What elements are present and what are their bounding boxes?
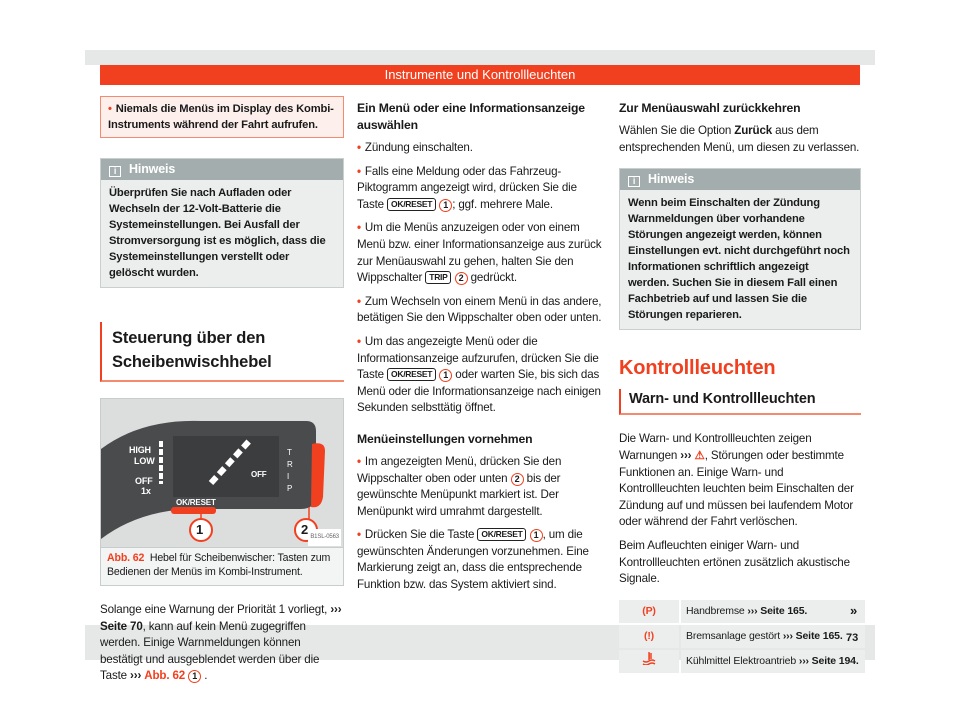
text: aus dem entsprechenden Menü, um diesen zu verlassen. [619, 124, 860, 154]
note-title: Hinweis [129, 162, 176, 176]
table-cell [681, 625, 865, 648]
label-okreset: OK/RESET [176, 498, 216, 507]
text: gedrückt. [470, 271, 517, 285]
text: ; ggf. mehrere Male. [452, 197, 553, 211]
text: Um das angezeigte Menü oder die Informationsanzeige aufzurufen, drücken Sie die Taste [357, 334, 599, 382]
ok-reset-key: OK/RESET [477, 528, 526, 541]
text: Zündung einschalten. [364, 141, 473, 154]
page-reference-link[interactable]: ››› Seite 70 [100, 603, 342, 633]
bullet: • Zum Wechseln von einem Menü in das andere, betätigen Sie den Wippschalter oben oder unten. [357, 294, 602, 325]
text: Die Warn- und Kontrollleuchten zeigen Warnungen [619, 432, 812, 462]
paragraph [619, 123, 861, 156]
column-3 [619, 98, 861, 675]
text: , Störungen oder bestimmte Funktionen an. Einige Warn- und Kontrollleuchten leuchten beim Einschalten der Zündung auf und müssen bei laufendem Motor oder während der Fahrt verlöschen. [619, 448, 854, 529]
label-off: OFF [135, 476, 153, 486]
ref-arrow: ››› [130, 669, 142, 683]
text: Zum Wechseln von einem Menü in das andere, betätigen Sie den Wippschalter oben oder unten. [357, 294, 602, 325]
section-title: Warn- und Kontrollleuchten [619, 389, 861, 416]
text: oder warten Sie, bis sich das Menü oder die Informationsanzeige nach einigen Sekunden selbsttätig öffnet. [357, 368, 601, 415]
table-row [619, 625, 865, 648]
bullet: • Drücken Sie die Taste OK/RESET 1 , um die gewünschten Änderungen vorzunehmen. Eine Markierung zeigt an, dass die entsprechende Funktion bzw. das System aktiviert sind. [357, 528, 589, 592]
text: bis der gewünschte Menüpunkt markiert ist. Der Menüpunkt wird umrahmt dargestellt. [357, 471, 561, 518]
callout-number: 2 [455, 272, 468, 285]
text: Handbremse [686, 604, 745, 617]
text: Falls eine Meldung oder das Fahrzeug-Piktogramm angezeigt wird, drücken Sie die Taste [357, 164, 577, 211]
label-1x: 1x [141, 486, 151, 496]
info-icon: i [628, 176, 640, 187]
continue-marker: » [850, 603, 858, 618]
figure-label: Abb. 62 [107, 552, 145, 564]
figure-reference-link[interactable]: Abb. 62 [144, 669, 186, 683]
brake-warning-icon: (!) [619, 625, 679, 648]
callout-number: 1 [439, 199, 452, 212]
label-high: HIGH [129, 445, 151, 455]
text: Im angezeigten Menü, drücken Sie den Wippschalter oben oder unten [357, 454, 562, 485]
callout-number: 1 [530, 529, 543, 542]
label-off-2: OFF [251, 470, 267, 479]
callout-number: 1 [188, 670, 201, 683]
warning-triangle-icon: ⚠ [694, 448, 705, 462]
bullet: • Zündung einschalten. [357, 141, 473, 154]
table-row [619, 600, 865, 623]
text: Solange eine Warnung der Priorität 1 vorliegt, [100, 603, 328, 616]
label-low: LOW [134, 456, 155, 466]
indicator-table [617, 598, 867, 675]
warning-reference-link[interactable]: ››› [680, 448, 692, 462]
text: , kann auf kein Menü zugegriffen werden. Einige Warnmeldungen können bestätigt und ausgeblendet werden über die Taste [100, 619, 320, 683]
note-box [100, 158, 344, 288]
text: Drücken Sie die Taste [364, 528, 475, 542]
parking-brake-icon: (P) [619, 600, 679, 623]
table-cell [681, 600, 865, 623]
page-reference-link[interactable]: ››› Seite 194. [798, 654, 859, 667]
subheading-menu-settings: Menüeinstellungen vornehmen [357, 431, 533, 446]
subheading-return: Zur Menüauswahl zurückkehren [619, 101, 801, 115]
bullet: • Um die Menüs anzuzeigen oder von einem Menü bzw. einer Informationsanzeige aus zurück zur Menüauswahl zu gehen, halten Sie den Wippschalter TRIP 2 gedrückt. [357, 221, 602, 285]
note-title: Hinweis [648, 172, 695, 187]
text: Um die Menüs anzuzeigen oder von einem Menü bzw. einer Informationsanzeige aus zurück zur Menüauswahl zu gehen, halten Sie den Wippschalter [357, 221, 602, 285]
label-trip: TRIP [287, 448, 293, 493]
wiper-lever-illustration [101, 399, 343, 548]
note-text: Wenn beim Einschalten der Zündung Warnmeldungen über vorhandene Störungen angezeigt werden, können Einstellungen evt. nicht durchgeführt noch Informationen schriftlich angezeigt werden. Suchen Sie in diesem Fall einen Fachbetrieb auf und lassen Sie die Störungen reparieren. [628, 197, 850, 322]
callout-1: 1 [196, 522, 204, 537]
paragraph [619, 431, 861, 531]
note-text: Überprüfen Sie nach Aufladen oder Wechseln der 12-Volt-Batterie die Systemeinstellungen. Bei Ausfall der Stromversorgung ist es möglich, dass die Systemeinstellungen verstellt oder gelöscht wurden. [109, 187, 326, 279]
bullet: • Um das angezeigte Menü oder die Informationsanzeige aufzurufen, drücken Sie die Taste OK/RESET 1 oder warten Sie, bis sich das Menü oder die Informationsanzeige nach einigen Sekunden selbsttätig öffnet. [357, 334, 601, 415]
figure [100, 398, 344, 586]
chapter-header: Instrumente und Kontrollleuchten [100, 65, 860, 85]
column-2 [357, 98, 605, 601]
coolant-icon [619, 650, 679, 673]
page-reference-link[interactable]: ››› Seite 165. [782, 629, 843, 642]
table-row [619, 650, 865, 673]
note-box [619, 168, 861, 330]
column-1 [100, 96, 344, 692]
paragraph: Beim Aufleuchten einiger Warn- und Kontrollleuchten ertönen zusätzlich akustische Signale. [619, 538, 850, 586]
text: Bremsanlage gestört [686, 629, 781, 642]
section-title: Steuerung über den Scheibenwischhebel [100, 322, 344, 382]
text: . [204, 669, 208, 683]
page-reference-link[interactable]: ››› Seite 165. [747, 604, 808, 617]
text: , um die gewünschten Änderungen vorzunehmen. Eine Markierung zeigt an, dass die entsprechende Funktion bzw. das System aktiviert sind. [357, 528, 589, 592]
option-zurueck: Zurück [734, 124, 773, 137]
ok-reset-key: OK/RESET [387, 368, 436, 381]
info-icon: i [109, 166, 121, 177]
warning-text: Niemals die Menüs im Display des Kombi-Instruments während der Fahrt aufrufen. [108, 103, 334, 131]
page-number: 73 [846, 632, 859, 644]
text: Wählen Sie die Option [619, 124, 732, 137]
warning-box: • Niemals die Menüs im Display des Kombi-Instruments während der Fahrt aufrufen. [100, 96, 344, 138]
callout-2: 2 [301, 522, 309, 537]
ok-reset-key: OK/RESET [387, 198, 436, 211]
callout-number: 2 [511, 473, 524, 486]
bullet: • Im angezeigten Menü, drücken Sie den Wippschalter oben oder unten 2 bis der gewünschte Menüpunkt markiert ist. Der Menüpunkt wird umrahmt dargestellt. [357, 454, 562, 518]
figure-code: B1SL-0563 [308, 529, 341, 546]
figure-caption [101, 548, 343, 585]
table-cell [681, 650, 865, 673]
bullet: • Falls eine Meldung oder das Fahrzeug-Piktogramm angezeigt wird, drücken Sie die Taste OK/RESET 1 ; ggf. mehrere Male. [357, 164, 577, 211]
subheading-select-menu: Ein Menü oder eine Informationsanzeige auswählen [357, 101, 585, 132]
caption-text: Hebel für Scheibenwischer: Tasten zum Bedienen der Menüs im Kombi-Instrument. [107, 552, 331, 578]
priority-paragraph [100, 602, 344, 685]
trip-key: TRIP [425, 271, 451, 284]
text: Kühlmittel Elektroantrieb [686, 654, 797, 667]
chapter-title: Kontrollleuchten [619, 357, 776, 380]
callout-number: 1 [439, 369, 452, 382]
